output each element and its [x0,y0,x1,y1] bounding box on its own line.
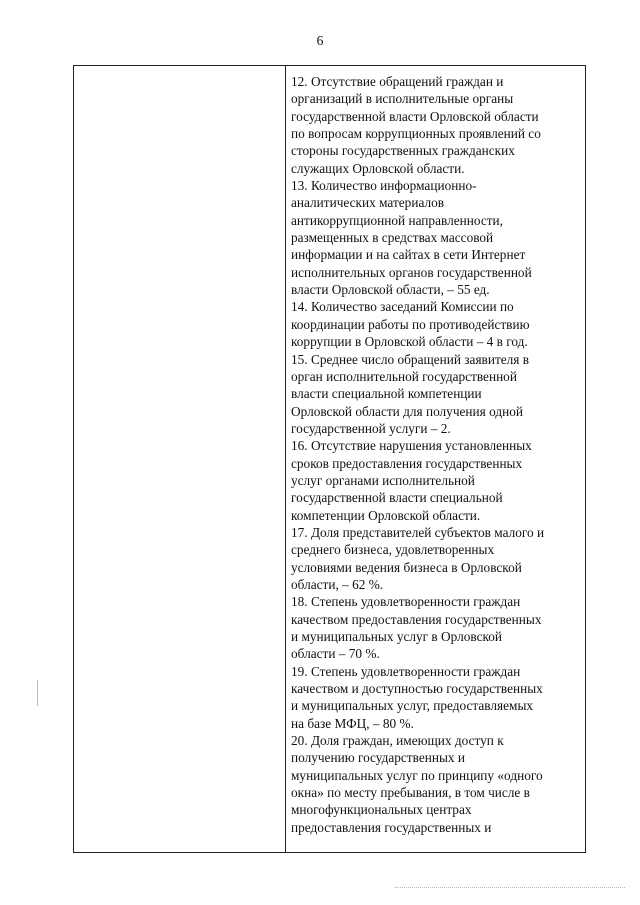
indicators-table [73,65,586,853]
indicator-line: области, – 62 %. [291,576,384,592]
indicator-item [291,177,581,298]
indicator-line: 17. Доля представителей субъектов малого и [291,524,545,540]
indicator-line: служащих Орловской области. [291,160,465,176]
table-left-column [74,66,286,852]
indicator-line: получению государственных и [291,750,465,766]
indicator-line: государственной власти специальной [291,490,503,506]
indicator-line: качеством и доступностью государственных [291,681,543,697]
indicator-item [291,524,581,593]
indicator-line: власти специальной компетенции [291,386,482,402]
indicator-line: окна» по месту пребывания, в том числе в [291,785,530,801]
indicator-line: стороны государственных гражданских [291,143,515,159]
indicator-line: размещенных в средствах массовой [291,230,494,246]
indicator-line: 16. Отсутствие нарушения установленных [291,438,532,454]
indicator-line: организаций в исполнительные органы [291,91,514,107]
indicators-list [291,73,581,836]
indicator-line: орган исполнительной государственной [291,368,517,384]
indicator-line: 15. Среднее число обращений заявителя в [291,351,530,367]
indicator-line: на базе МФЦ, – 80 %. [291,715,414,731]
indicator-line: власти Орловской области, – 55 ед. [291,282,490,298]
indicator-line: среднего бизнеса, удовлетворенных [291,542,495,558]
table-right-column [286,66,585,852]
indicator-line: сроков предоставления государственных [291,455,523,471]
page-number: 6 [316,33,324,48]
indicator-line: условиями ведения бизнеса в Орловской [291,559,522,575]
indicator-line: и муниципальных услуг в Орловской [291,629,503,644]
indicator-line: государственной власти Орловской области [291,108,539,124]
indicator-item [291,593,581,662]
indicator-line: антикоррупционной направленности, [291,212,503,228]
indicator-item [291,298,581,350]
indicator-line: государственной услуги – 2. [291,420,451,436]
indicator-line: 18. Степень удовлетворенности граждан [291,594,521,610]
indicator-item [291,437,581,524]
scan-bottom-artifact [395,887,625,889]
indicator-line: и муниципальных услуг, предоставляемых [291,698,534,714]
indicator-line: муниципальных услуг по принципу «одного [291,767,543,783]
indicator-line: компетенции Орловской области. [291,507,481,523]
indicator-line: исполнительных органов государственной [291,264,532,280]
indicator-line: многофункциональных центрах [291,802,472,818]
indicator-line: услуг органами исполнительной [291,472,475,488]
indicator-item [291,663,581,732]
indicator-line: предоставления государственных и [291,819,492,835]
indicator-line: 13. Количество информационно- [291,178,477,194]
indicator-line: 20. Доля граждан, имеющих доступ к [291,733,504,749]
indicator-line: 14. Количество заседаний Комиссии по [291,299,514,315]
indicator-item [291,351,581,438]
indicator-line: коррупции в Орловской области – 4 в год. [291,334,528,350]
indicator-line: качеством предоставления государственных [291,611,542,627]
indicator-line: области – 70 %. [291,646,380,662]
indicator-line: 12. Отсутствие обращений граждан и [291,74,504,89]
indicator-line: информации и на сайтах в сети Интернет [291,247,526,263]
indicator-line: аналитических материалов [291,195,445,211]
indicator-item [291,732,581,836]
indicator-item [291,73,581,177]
indicator-line: Орловской области для получения одной [291,403,523,419]
indicator-line: 19. Степень удовлетворенности граждан [291,663,521,679]
indicator-line: по вопросам коррупционных проявлений со [291,126,541,142]
indicator-line: координации работы по противодействию [291,316,530,332]
scan-margin-mark [37,680,38,706]
